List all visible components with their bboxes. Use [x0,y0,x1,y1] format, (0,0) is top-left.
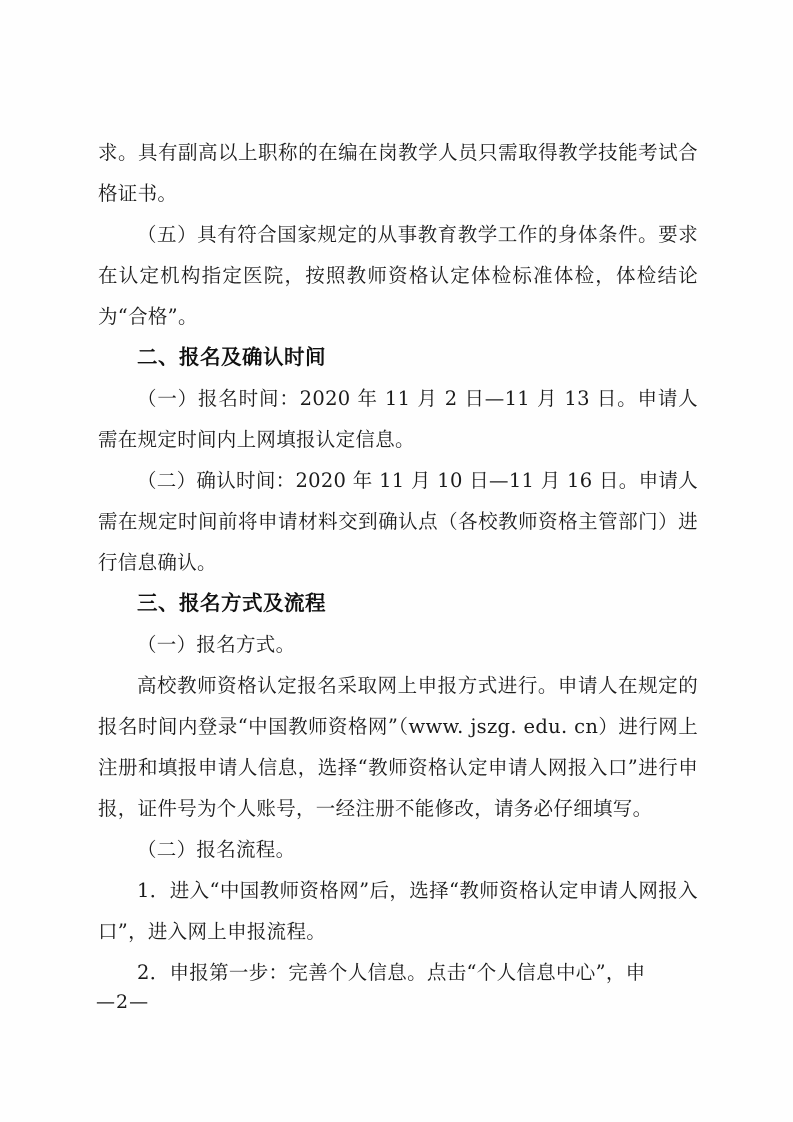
section-heading-two: 二、报名及确认时间 [137,345,326,369]
paragraph-step-two: 2．申报第一步：完善个人信息。点击“个人信息中心”，申 [137,961,646,984]
document-body [98,132,698,993]
paragraph-registration-method-body: 高校教师资格认定报名采取网上申报方式进行。申请人在规定的报名时间内登录“中国教师资格网”（www. jszg. edu. cn）进行网上注册和填报申请人信息，选择“教师资格认定申请人网报入口”进行申报，证件号为个人账号，一经注册不能修改，请务必仔细填写。 [98,674,698,820]
paragraph-confirmation-time: （二）确认时间：2020 年 11 月 10 日—11 月 16 日。申请人需在规定时间前将申请材料交到确认点（各校教师资格主管部门）进行信息确认。 [98,469,698,574]
page-number: —2— [96,991,150,1013]
paragraph-step-one: 1．进入“中国教师资格网”后，选择“教师资格认定申请人网报入口”，进入网上申报流程。 [98,879,698,943]
paragraph-continuation: 求。具有副高以上职称的在编在岗教学人员只需取得教学技能考试合格证书。 [98,141,698,205]
paragraph-registration-method-title: （一）报名方式。 [137,633,296,656]
paragraph-registration-process-title: （二）报名流程。 [137,838,296,861]
paragraph-registration-time: （一）报名时间：2020 年 11 月 2 日—11 月 13 日。申请人需在规定时间内上网填报认定信息。 [98,387,698,451]
paragraph-item-five: （五）具有符合国家规定的从事教育教学工作的身体条件。要求在认定机构指定医院，按照教师资格认定体检标准体检，体检结论为“合格”。 [98,223,698,328]
section-heading-three: 三、报名方式及流程 [137,591,326,615]
